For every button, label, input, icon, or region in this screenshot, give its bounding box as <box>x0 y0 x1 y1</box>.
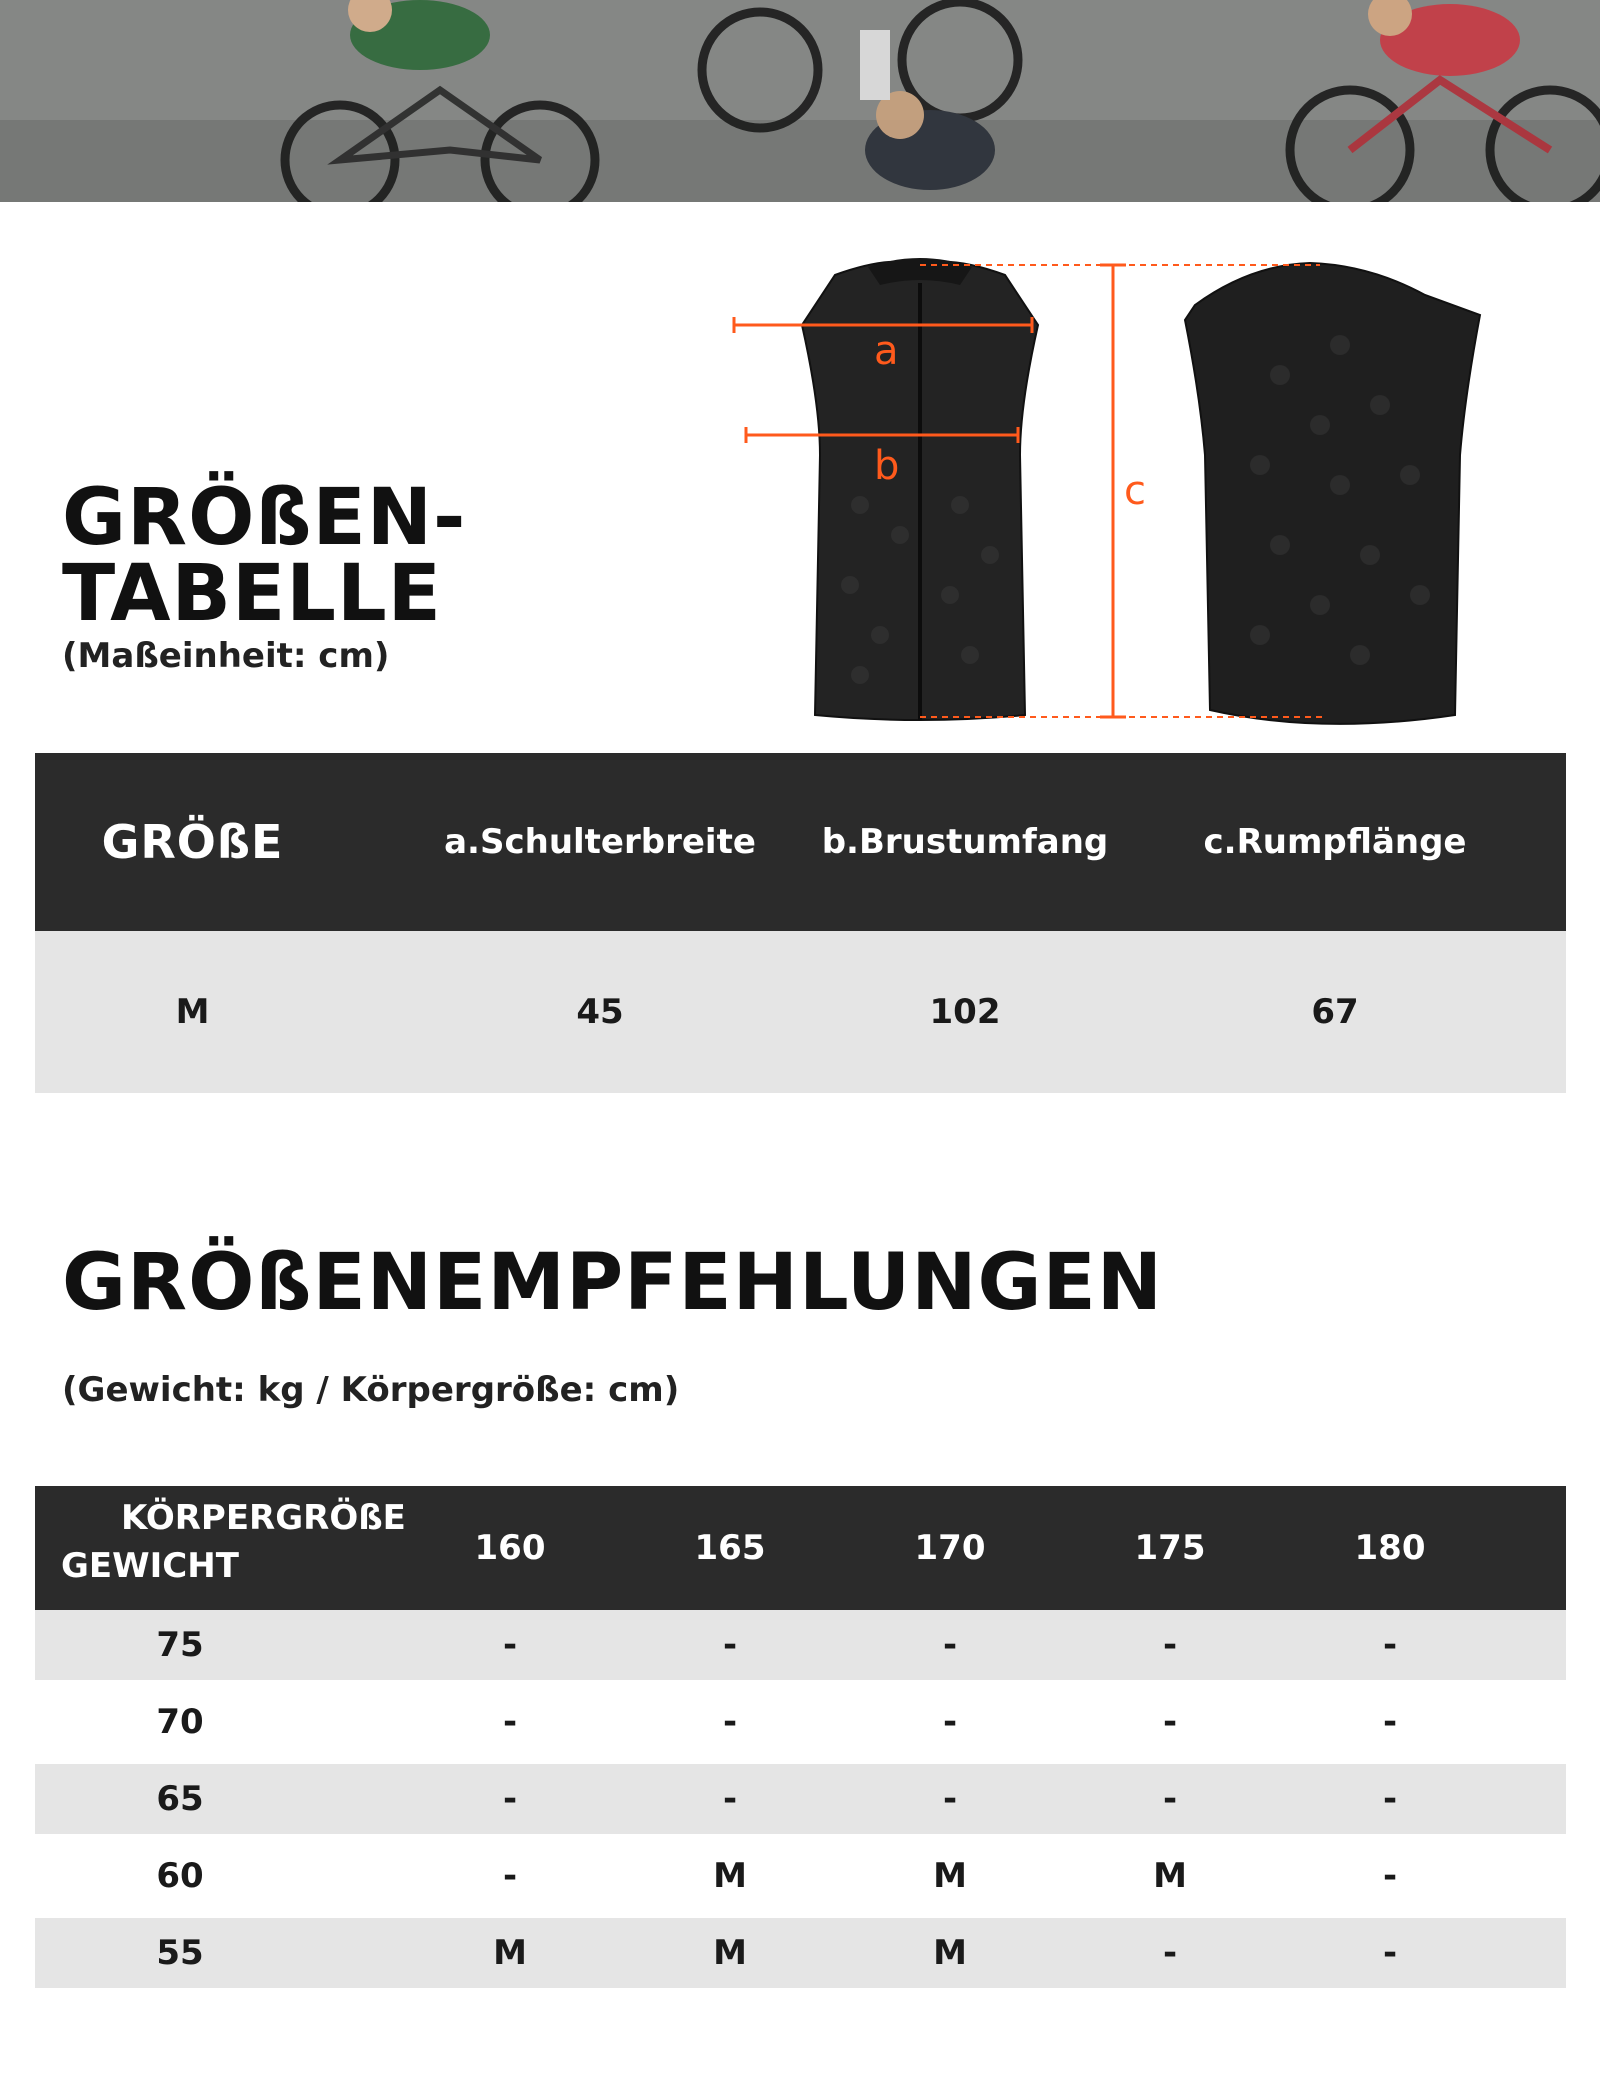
dimension-label-a: a <box>874 328 899 374</box>
size-cell: M <box>175 992 210 1032</box>
recommendation-cell: M <box>493 1933 527 1973</box>
column-header-chest: b.Brustumfang <box>821 822 1109 862</box>
table-row <box>35 1680 1566 1764</box>
recommendation-cell: M <box>713 1856 747 1896</box>
weight-cell: 65 <box>156 1779 204 1819</box>
recommendation-cell: - <box>502 1702 518 1742</box>
size-table-header <box>35 753 1566 931</box>
height-header: 160 <box>474 1528 546 1568</box>
recommendation-cell: - <box>1162 1625 1178 1665</box>
recommendation-cell: - <box>502 1856 518 1896</box>
dimension-label-b: b <box>874 443 900 489</box>
recommendation-cell: - <box>1382 1933 1398 1973</box>
size-table <box>35 753 1566 1093</box>
chest-cell: 102 <box>929 992 1001 1032</box>
table-row <box>35 1918 1566 1988</box>
recommendation-cell: - <box>1382 1779 1398 1819</box>
weight-cell: 75 <box>156 1625 204 1665</box>
height-header: 165 <box>694 1528 766 1568</box>
recommendation-cell: - <box>942 1702 958 1742</box>
column-header-torso-length: c.Rumpflänge <box>1203 822 1467 862</box>
weight-cell: 55 <box>156 1933 204 1973</box>
recommendation-cell: - <box>1162 1933 1178 1973</box>
recommendation-cell: - <box>1382 1625 1398 1665</box>
recommendation-cell: M <box>933 1856 967 1896</box>
table-row <box>35 1834 1566 1918</box>
vest-measurement-diagram <box>720 255 1520 735</box>
recommendation-cell: M <box>1153 1856 1187 1896</box>
vest-back-image <box>1185 263 1480 724</box>
size-chart-unit-note: (Maßeinheit: cm) <box>62 636 390 676</box>
hero-cyclists-image <box>0 0 1600 202</box>
height-header: 175 <box>1134 1528 1206 1568</box>
corner-label-height: KÖRPERGRÖßE <box>121 1498 406 1538</box>
recommendation-cell: - <box>502 1779 518 1819</box>
table-row <box>35 1764 1566 1834</box>
recommendation-cell: - <box>1162 1779 1178 1819</box>
recommendation-cell: - <box>942 1625 958 1665</box>
recommendations-unit-note: (Gewicht: kg / Körpergröße: cm) <box>62 1370 680 1410</box>
recommendation-cell: M <box>713 1933 747 1973</box>
weight-cell: 70 <box>156 1702 204 1742</box>
table-row <box>35 931 1566 1093</box>
weight-cell: 60 <box>156 1856 204 1896</box>
recommendation-cell: - <box>1382 1856 1398 1896</box>
recommendation-cell: - <box>722 1702 738 1742</box>
recommendation-cell: - <box>502 1625 518 1665</box>
column-header-shoulder-width: a.Schulterbreite <box>444 822 756 862</box>
dimension-label-c: c <box>1124 468 1146 514</box>
vest-front-image <box>802 258 1038 720</box>
recommendation-cell: - <box>1162 1702 1178 1742</box>
recommendation-cell: - <box>942 1779 958 1819</box>
column-header-size: GRÖßE <box>101 815 284 869</box>
recommendation-cell: - <box>722 1779 738 1819</box>
shoulder-width-cell: 45 <box>576 992 624 1032</box>
recommendation-cell: M <box>933 1933 967 1973</box>
torso-length-cell: 67 <box>1311 992 1359 1032</box>
corner-label-weight: GEWICHT <box>61 1546 239 1586</box>
recommendation-cell: - <box>1382 1702 1398 1742</box>
recommendations-title: GRÖßENEMPFEHLUNGEN <box>62 1238 1164 1328</box>
height-header: 180 <box>1354 1528 1426 1568</box>
recommendation-cell: - <box>722 1625 738 1665</box>
size-chart-title: GRÖßEN- TABELLE <box>62 473 467 639</box>
table-row <box>35 1610 1566 1680</box>
recommendation-table <box>35 1486 1566 1988</box>
height-header: 170 <box>914 1528 986 1568</box>
recommendation-table-header <box>35 1486 1566 1610</box>
